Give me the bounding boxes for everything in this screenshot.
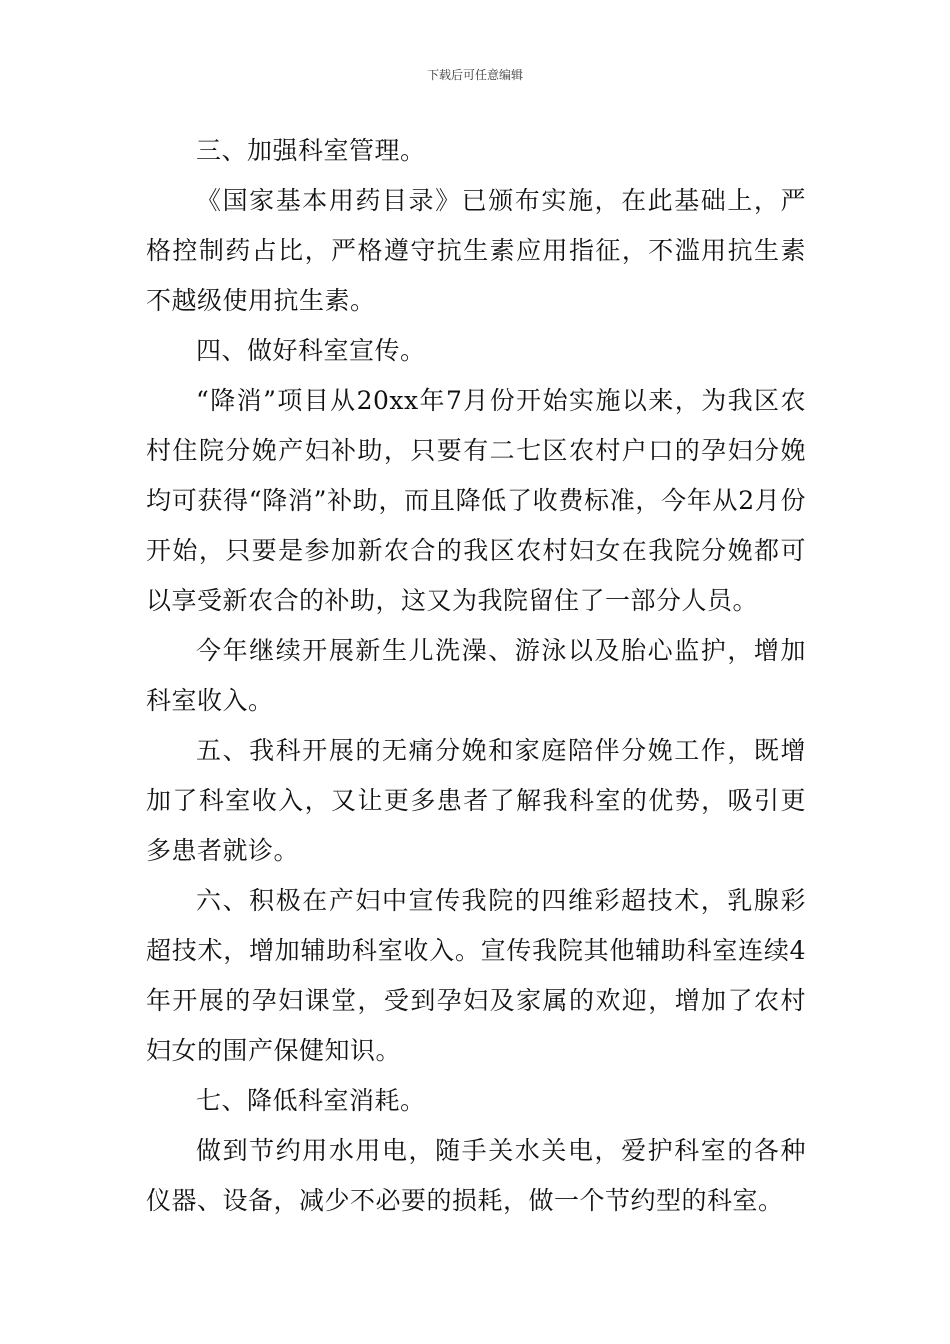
paragraph-subsidy-program: “降消”项目从20xx年7月份开始实施以来，为我区农村住院分娩产妇补助，只要有二七区农村户口的孕妇分娩均可获得“降消”补助，而且降低了收费标准，今年从2月份开始，只要是参加新农合的我区农村妇女在我院分娩都可以享受新农合的补助，这又为我院留住了一部分人员。 (146, 386, 806, 615)
paragraph-cost-saving: 做到节约用水用电，随手关水关电，爱护科室的各种仪器、设备，减少不必要的损耗，做一个节约型的科室。 (146, 1136, 806, 1215)
paragraph-drug-management: 《国家基本用药目录》已颁布实施，在此基础上，严格控制药占比，严格遵守抗生素应用指征，不滥用抗生素不越级使用抗生素。 (146, 186, 806, 315)
header-note: 下载后可任意编辑 (426, 68, 523, 82)
section-heading-7: 七、降低科室消耗。 (196, 1086, 426, 1115)
paragraph-section-6: 六、积极在产妇中宣传我院的四维彩超技术，乳腺彩超技术，增加辅助科室收入。宣传我院其他辅助科室连续4年开展的孕妇课堂，受到孕妇及家属的欢迎，增加了农村妇女的围产保健知识。 (146, 886, 806, 1065)
section-heading-4: 四、做好科室宣传。 (196, 336, 426, 365)
paragraph-newborn-services: 今年继续开展新生儿洗澡、游泳以及胎心监护，增加科室收入。 (146, 636, 806, 715)
document-body (146, 126, 806, 1226)
paragraph-section-5: 五、我科开展的无痛分娩和家庭陪伴分娩工作，既增加了科室收入，又让更多患者了解我科室的优势，吸引更多患者就诊。 (146, 736, 806, 865)
section-heading-3: 三、加强科室管理。 (196, 136, 426, 165)
